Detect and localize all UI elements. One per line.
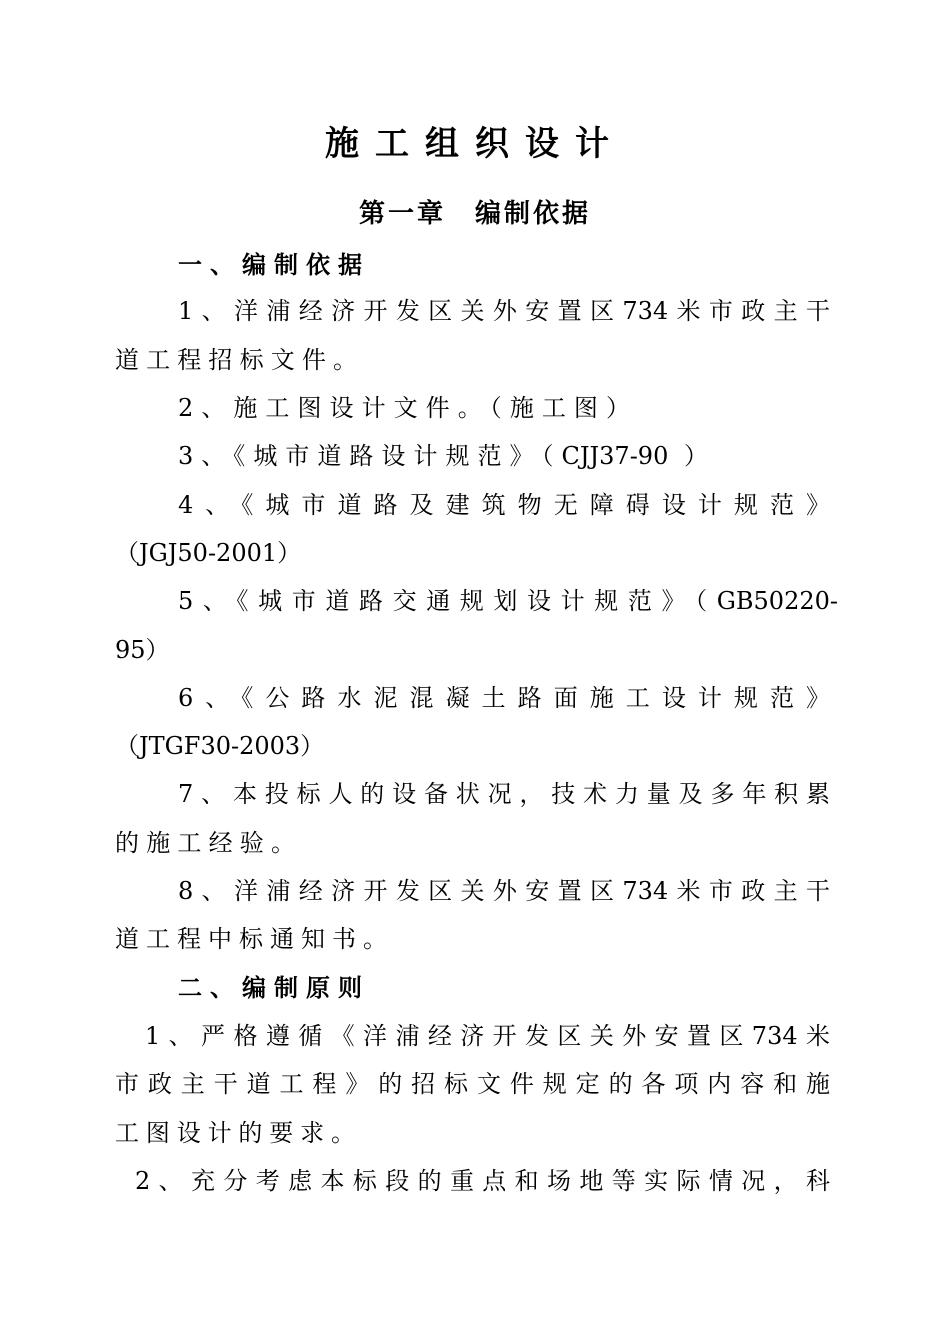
chapter-heading: 第一章 编制依据	[358, 199, 591, 229]
basis-item-5-line-2: 95）	[115, 636, 170, 664]
principle-item-2-line-1: 2、充分考虑本标段的重点和场地等实际情况，科	[135, 1167, 830, 1195]
principle-item-1-line-3: 工图设计的要求。	[115, 1119, 355, 1147]
basis-item-1-line-1: 1、洋浦经济开发区关外安置区734米市政主干	[178, 297, 830, 325]
basis-item-2: 2、施工图设计文件。（施工图）	[178, 394, 630, 422]
basis-item-6-line-2: （JTGF30-2003）	[115, 732, 325, 760]
principle-item-1-line-1: 1、严格遵循《洋浦经济开发区关外安置区734米	[145, 1022, 830, 1050]
section-heading-basis: 一、编制依据	[178, 250, 370, 279]
basis-item-4-line-2: （JGJ50-2001）	[115, 539, 302, 567]
basis-item-7-line-2: 的施工经验。	[115, 829, 295, 857]
basis-item-3: 3、《城市道路设计规范》（CJJ37-90 ）	[178, 442, 708, 470]
basis-item-1-line-2: 道工程招标文件。	[115, 346, 357, 374]
basis-item-8-line-2: 道工程中标通知书。	[115, 925, 387, 953]
basis-item-7-line-1: 7、本投标人的设备状况，技术力量及多年积累	[178, 780, 830, 808]
section-heading-principles: 二、编制原则	[178, 973, 370, 1002]
basis-item-4-line-1: 4、《城市道路及建筑物无障碍设计规范》	[178, 491, 830, 519]
basis-item-5-line-1: 5、《城市道路交通规划设计规范》（GB50220-	[178, 587, 838, 615]
document-title: 施工组织设计	[325, 124, 625, 164]
basis-item-6-line-1: 6、《公路水泥混凝土路面施工设计规范》	[178, 684, 830, 712]
principle-item-1-line-2: 市政主干道工程》的招标文件规定的各项内容和施	[115, 1070, 830, 1098]
basis-item-8-line-1: 8、洋浦经济开发区关外安置区734米市政主干	[178, 877, 830, 905]
